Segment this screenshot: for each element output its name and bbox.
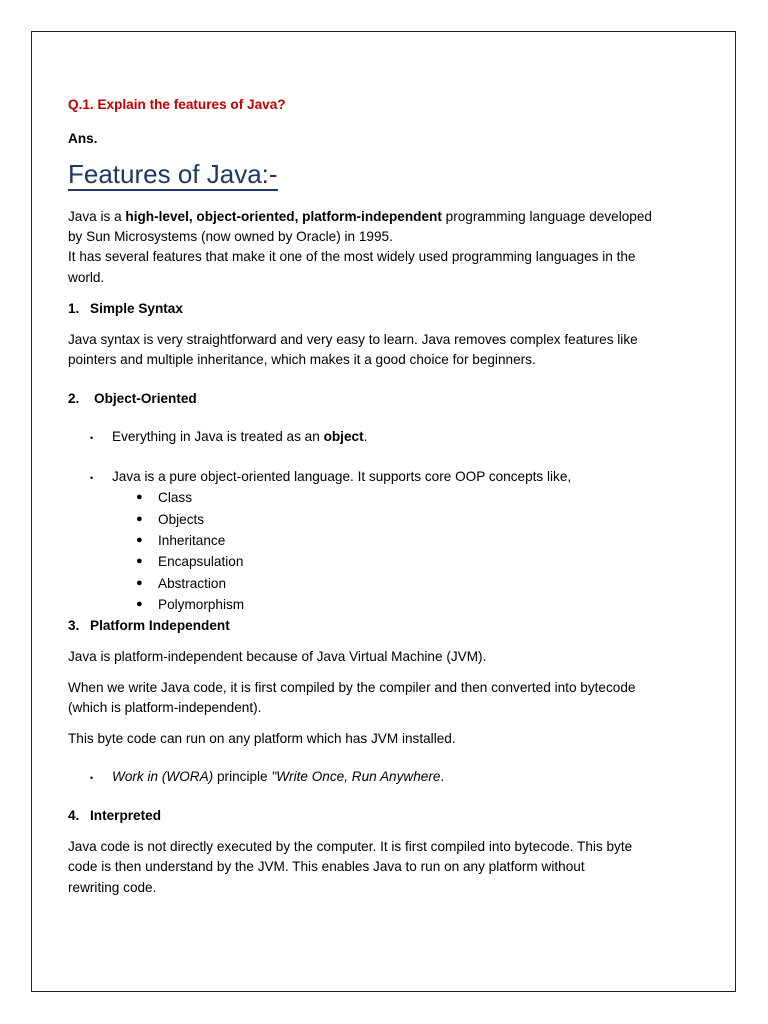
list-item-italic-text: "Write Once, Run Anywhere bbox=[271, 769, 441, 784]
concept-item: Class bbox=[158, 490, 192, 505]
list-item-bold-text: object bbox=[323, 429, 364, 444]
concept-item: Polymorphism bbox=[158, 597, 245, 612]
list-item-text: Java is a pure object-oriented language. It supports core OOP concepts like, bbox=[112, 469, 572, 484]
bullet-icon: • bbox=[90, 473, 94, 483]
intro-line-4: world. bbox=[68, 270, 105, 285]
list-item bbox=[90, 766, 444, 789]
list-item-italic-text: Work in (WORA) bbox=[112, 769, 214, 784]
concept-item: Abstraction bbox=[158, 576, 227, 591]
bullet-icon: ● bbox=[136, 577, 143, 589]
question-text: Q.1. Explain the features of Java? bbox=[68, 97, 286, 112]
page-title-text: Features of Java:- bbox=[68, 159, 278, 189]
bullet-icon: ● bbox=[136, 534, 143, 546]
page-title bbox=[68, 157, 278, 191]
section-4-heading bbox=[68, 805, 161, 826]
section-title: Platform Independent bbox=[90, 618, 230, 633]
section-4-line-3: rewriting code. bbox=[68, 880, 157, 895]
section-3-paragraph-3: This byte code can run on any platform which has JVM installed. bbox=[68, 731, 456, 746]
list-item-text: Everything in Java is treated as an bbox=[112, 429, 324, 444]
intro-bold-text: high-level, object-oriented, platform-independent bbox=[125, 209, 442, 224]
section-number: 3. bbox=[68, 618, 80, 633]
list-item bbox=[90, 426, 367, 449]
concept-item: Encapsulation bbox=[158, 554, 244, 569]
list-item-text: principle bbox=[213, 769, 272, 784]
section-2-heading bbox=[68, 388, 197, 409]
section-title: Interpreted bbox=[90, 808, 162, 823]
section-title: Object-Oriented bbox=[94, 391, 197, 406]
section-1-line-2: pointers and multiple inheritance, which makes it a good choice for beginners. bbox=[68, 352, 536, 367]
section-title: Simple Syntax bbox=[90, 301, 183, 316]
section-number: 1. bbox=[68, 301, 80, 316]
section-4-line-2: code is then understand by the JVM. This enables Java to run on any platform without bbox=[68, 859, 585, 874]
section-number: 4. bbox=[68, 808, 80, 823]
list-item-text: . bbox=[363, 429, 368, 444]
section-4-line-1: Java code is not directly executed by the computer. It is first compiled into bytecode. This byte bbox=[68, 839, 633, 854]
bullet-icon: • bbox=[90, 773, 94, 783]
intro-line-3: It has several features that make it one of the most widely used programming languages in the bbox=[68, 249, 636, 264]
bullet-icon: • bbox=[90, 433, 94, 443]
section-1-heading bbox=[68, 298, 183, 319]
section-3-paragraph-1: Java is platform-independent because of Java Virtual Machine (JVM). bbox=[68, 649, 487, 664]
section-3-paragraph-2-line-1: When we write Java code, it is first compiled by the compiler and then converted into bytecode bbox=[68, 680, 636, 695]
section-3-paragraph-2-line-2: (which is platform-independent). bbox=[68, 700, 262, 715]
list-item-text: . bbox=[440, 769, 445, 784]
bullet-icon: ● bbox=[136, 598, 143, 610]
section-number: 2. bbox=[68, 391, 80, 406]
intro-line-2: by Sun Microsystems (now owned by Oracle) in 1995. bbox=[68, 229, 393, 244]
concept-item: Objects bbox=[158, 512, 205, 527]
bullet-icon: ● bbox=[136, 513, 143, 525]
intro-text: Java is a bbox=[68, 209, 126, 224]
answer-label: Ans. bbox=[68, 131, 98, 146]
intro-line-1 bbox=[68, 206, 652, 227]
bullet-icon: ● bbox=[136, 491, 143, 503]
list-item bbox=[90, 466, 571, 489]
intro-text: programming language developed bbox=[441, 209, 652, 224]
section-3-heading bbox=[68, 615, 230, 636]
section-1-line-1: Java syntax is very straightforward and very easy to learn. Java removes complex features like bbox=[68, 332, 638, 347]
concept-item: Inheritance bbox=[158, 533, 226, 548]
bullet-icon: ● bbox=[136, 555, 143, 567]
